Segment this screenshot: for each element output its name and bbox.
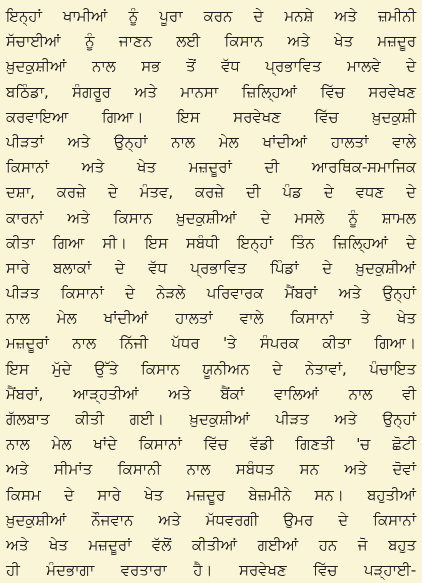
article-line: ਕਰਵਾਇਆ ਗਿਆ। ਇਸ ਸਰਵੇਖਣ ਵਿੱਚ ਖ਼ੁਦਕੁਸ਼ੀ xyxy=(6,107,416,126)
article-body xyxy=(6,4,416,583)
article-line: ਕਾਰਨਾਂ ਅਤੇ ਕਿਸਾਨ ਖ਼ੁਦਕੁਸ਼ੀਆਂ ਦੇ ਮਸਲੇ ਨੂੰ ਸ਼ਾਮਲ xyxy=(6,208,416,227)
article-line: ਇਨ੍ਹਾਂ ਖਾਮੀਆਂ ਨੂੰ ਪੂਰਾ ਕਰਨ ਦੇ ਮਨਸ਼ੇ ਅਤੇ ਜ਼ਮੀਨੀ xyxy=(6,7,416,25)
article-line: ਅਤੇ ਸੀਮਾਂਤ ਕਿਸਾਨੀ ਨਾਲ ਸਬੰਧਤ ਸਨ ਅਤੇ ਦੋਵਾਂ xyxy=(6,460,416,479)
article-line: ਬਠਿੰਡਾ, ਸੰਗਰੂਰ ਅਤੇ ਮਾਨਸਾ ਜ਼ਿਲ੍ਹਿਆਂ ਵਿੱਚ ਸਰਵੇਖਣ xyxy=(6,82,416,101)
article-line: ਹੀ ਮੰਦਭਾਗਾ ਵਰਤਾਰਾ ਹੈ। ਸਰਵੇਖਣ ਵਿੱਚ ਪੜ੍ਹਾਈ- xyxy=(6,561,416,580)
article-line: ਪੀੜਤ ਕਿਸਾਨਾਂ ਦੇ ਨੇੜਲੇ ਪਰਿਵਾਰਕ ਮੈਂਬਰਾਂ ਅਤੇ ਉਨ੍ਹਾਂ xyxy=(6,284,416,303)
article-line: ਨਾਲ ਮੇਲ ਖਾਂਦੇ ਕਿਸਾਨਾਂ ਵਿੱਚ ਵੱਡੀ ਗਿਣਤੀ 'ਚ ਛੋਟੀ xyxy=(6,435,416,454)
article-line: ਅਤੇ ਖੇਤ ਮਜ਼ਦੂਰਾਂ ਵੱਲੋਂ ਕੀਤੀਆਂ ਗਈਆਂ ਹਨ ਜੋ ਬਹੁਤ xyxy=(6,535,416,554)
article-line: ਨਾਲ ਮੇਲ ਖਾਂਦੀਆਂ ਹਾਲਤਾਂ ਵਾਲੇ ਕਿਸਾਨਾਂ ਤੇ ਖੇਤ xyxy=(6,309,416,328)
article-line: ਮੈਂਬਰਾਂ, ਆੜ੍ਹਤੀਆਂ ਅਤੇ ਬੈਂਕਾਂ ਵਾਲਿਆਂ ਨਾਲ ਵੀ xyxy=(6,384,416,403)
article-line: ਖ਼ੁਦਕੁਸ਼ੀਆਂ ਨਾਲ ਸਭ ਤੋਂ ਵੱਧ ਪ੍ਰਭਾਵਿਤ ਮਾਲਵੇ ਦੇ xyxy=(6,57,416,76)
article-line: ਕਿਸਾਨਾਂ ਅਤੇ ਖੇਤ ਮਜ਼ਦੂਰਾਂ ਦੀ ਆਰਥਿਕ-ਸਮਾਜਿਕ xyxy=(6,158,416,177)
article-line: ਦਸ਼ਾ, ਕਰਜ਼ੇ ਦੇ ਮੰਤਵ, ਕਰਜ਼ੇ ਦੀ ਪੰਡ ਦੇ ਵਧਣ ਦੇ xyxy=(6,183,416,202)
article-line: ਗੱਲਬਾਤ ਕੀਤੀ ਗਈ। ਖ਼ੁਦਕੁਸ਼ੀਆਂ ਪੀੜਤ ਅਤੇ ਉਨ੍ਹਾਂ xyxy=(6,410,416,428)
article-line: ਪੀੜਤਾਂ ਅਤੇ ਉਨ੍ਹਾਂ ਨਾਲ ਮੇਲ ਖਾਂਦੀਆਂ ਹਾਲਤਾਂ ਵਾਲੇ xyxy=(6,132,416,151)
article-line: ਖ਼ੁਦਕੁਸ਼ੀਆਂ ਨੌਜਵਾਨ ਅਤੇ ਮੱਧਵਰਗੀ ਉਮਰ ਦੇ ਕਿਸਾਨਾਂ xyxy=(6,510,416,529)
article-line: ਇਸ ਮੁੱਦੇ ਉੱਤੇ ਕਿਸਾਨ ਯੂਨੀਅਨ ਦੇ ਨੇਤਾਵਾਂ, ਪੰਚਾਇਤ xyxy=(6,359,416,378)
article-line: ਮਜ਼ਦੂਰਾਂ ਨਾਲ ਨਿੱਜੀ ਪੱਧਰ 'ਤੇ ਸੰਪਰਕ ਕੀਤਾ ਗਿਆ। xyxy=(6,334,416,353)
article-line: ਕੀਤਾ ਗਿਆ ਸੀ। ਇਸ ਸਬੰਧੀ ਇਨ੍ਹਾਂ ਤਿੰਨ ਜ਼ਿਲ੍ਹਿਆਂ ਦੇ xyxy=(6,233,416,252)
article-line: ਸਾਰੇ ਬਲਾਕਾਂ ਦੇ ਵੱਧ ਪ੍ਰਭਾਵਿਤ ਪਿੰਡਾਂ ਦੇ ਖ਼ੁਦਕੁਸ਼ੀਆਂ xyxy=(6,258,416,277)
article-line: ਕਿਸਮ ਦੇ ਸਾਰੇ ਖੇਤ ਮਜ਼ਦੂਰ ਬੇਜ਼ਮੀਨੇ ਸਨ। ਬਹੁਤੀਆਂ xyxy=(6,485,416,504)
article-line: ਸੱਚਾਈਆਂ ਨੂੰ ਜਾਣਨ ਲਈ ਕਿਸਾਨ ਅਤੇ ਖੇਤ ਮਜ਼ਦੂਰ xyxy=(6,32,416,51)
